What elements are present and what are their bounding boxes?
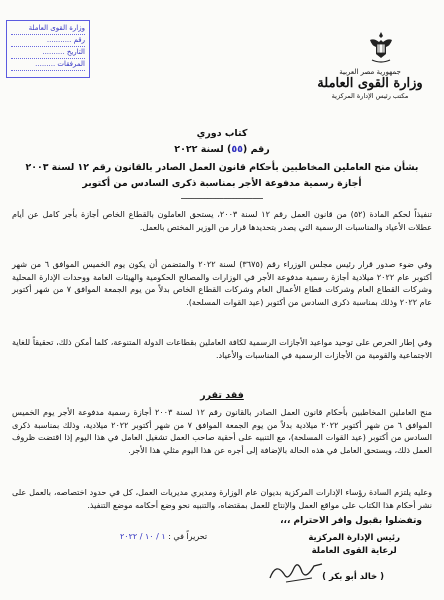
paragraph-instructions: وعليه يلتزم السادة رؤساء الإدارات المركزية بديوان عام الوزارة ومديري مديريات العمل، كل في حدود اختصاصه، بالعمل على نشر أحكام هذا الكتاب على مواقع العمل والإنتاج للعمل بمقتضاه، والتنبيه نحو وضع أحكامه موضع التنفيذ. [12, 487, 432, 510]
ministry-block [310, 68, 430, 100]
stamp-line: المرفقات ......... [11, 59, 85, 71]
signatory-title [308, 532, 400, 558]
circular-number-suffix: ) لسنة ٢٠٢٢ [174, 144, 232, 155]
registry-stamp [6, 20, 90, 78]
stamp-line: رقم ........... [11, 35, 85, 47]
ministry-name: وزارة القوى العاملة [317, 76, 423, 91]
circular-number-value: ٥٥ [231, 144, 243, 155]
signatory-name: ( خالد أبو بكر ) [322, 572, 384, 582]
date-line [120, 532, 207, 541]
subject-line-2: أجازة رسمية مدفوعة الأجر بمناسبة ذكرى السادس من أكتوبر [82, 178, 362, 189]
title-separator: ـــــــــــــــــــــــــــــــ [181, 192, 263, 202]
stamp-line: وزارة القوى العاملة [11, 23, 85, 35]
handwritten-signature [266, 556, 326, 586]
paragraph-purpose: وفي إطار الحرص على توحيد مواعيد الأجازات الرسمية لكافة العاملين بقطاعات الدولة المتنوعة، كلما أمكن ذلك، تحقيقاً للغاية الاجتماعية والقومية من الأجازات الرسمية في المناسبات والأعياد. [12, 337, 432, 360]
date-value: ١ / ١٠ / ٢٠٢٢ [120, 532, 166, 541]
date-label: تحريراً في : [168, 532, 208, 541]
letterhead [0, 0, 444, 100]
country-name: جمهورية مصر العربية [339, 68, 401, 76]
paragraph-decision: منح العاملين المخاطبين بأحكام قانون العمل الصادر بالقانون رقم ١٢ لسنة ٢٠٠٣ أجازة رسمية مدفوعة الأجر يوم الخميس الموافق ٦ من شهر أكتوبر ٢٠٢٢ ميلادية بدلاً من يوم الجمعة الموافق ٧ من شهر أكتوبر ٢٠٢٢ ميلادية، وذلك بمناسبة ذكرى السادس من أكتوبر (عيد القوات المسلحة)، مع التنبيه على أحقية صاحب العمل تشغيل العامل في هذا اليوم إذا اقتضت ظروف العمل ذلك، ويستحق العامل في هذه الحالة بالإضافة إلى أجره عن هذا اليوم مثلي هذا الأجر. [12, 407, 432, 455]
paragraph-legal-basis: تنفيذاً لحكم المادة (٥٢) من قانون العمل رقم ١٢ لسنة ٢٠٠٣، يستحق العاملون بالقطاع الخاص أجازة بأجر كامل عن أيام عطلات الأعياد والمناسبات الرسمية التي يصدر بتحديدها قرار من الوزير المختص بالعمل. [12, 209, 432, 232]
circular-number-prefix: رقم ( [242, 144, 270, 155]
decision-heading: فقد تقرر [200, 390, 244, 401]
circular-number [0, 144, 444, 155]
signatory-title-line-2: لرعاية القوى العاملة [311, 546, 397, 556]
document-type: كتاب دوري [196, 128, 248, 139]
stamp-line: التاريخ .......... [11, 47, 85, 59]
paragraph-decree: وفي ضوء صدور قرار رئيس مجلس الوزراء رقم (٣٦٧٥) لسنة ٢٠٢٢ والمتضمن أن يكون يوم الخميس الموافق ٦ من شهر أكتوبر عام ٢٠٢٢ ميلادية أجازة رسمية مدفوعة الأجر في الوزارات والمصالح الحكومية والهيئات العامة ووحدات الإدارة المحلية وشركات القطاع العام وشركات قطاع الأعمال العام وشركات القطاع الخاص بدلاً من يوم الجمعة الموافق ٧ من شهر أكتوبر عام ٢٠٢٢ وذلك بمناسبة ذكرى السادس من أكتوبر (عيد القوات المسلحة). [12, 259, 433, 307]
eagle-emblem-icon [366, 30, 396, 66]
signatory-title-line-1: رئيس الإدارة المركزية [308, 533, 400, 543]
subject-line-1: بشأن منح العاملين المخاطبين بأحكام قانون العمل الصادر بالقانون رقم ١٢ لسنة ٢٠٠٣ [25, 162, 419, 173]
closing-regards: وتفضلوا بقبول وافر الاحترام ،،، [280, 516, 422, 526]
office-name: مكتب رئيس الإدارة المركزية [331, 92, 409, 100]
